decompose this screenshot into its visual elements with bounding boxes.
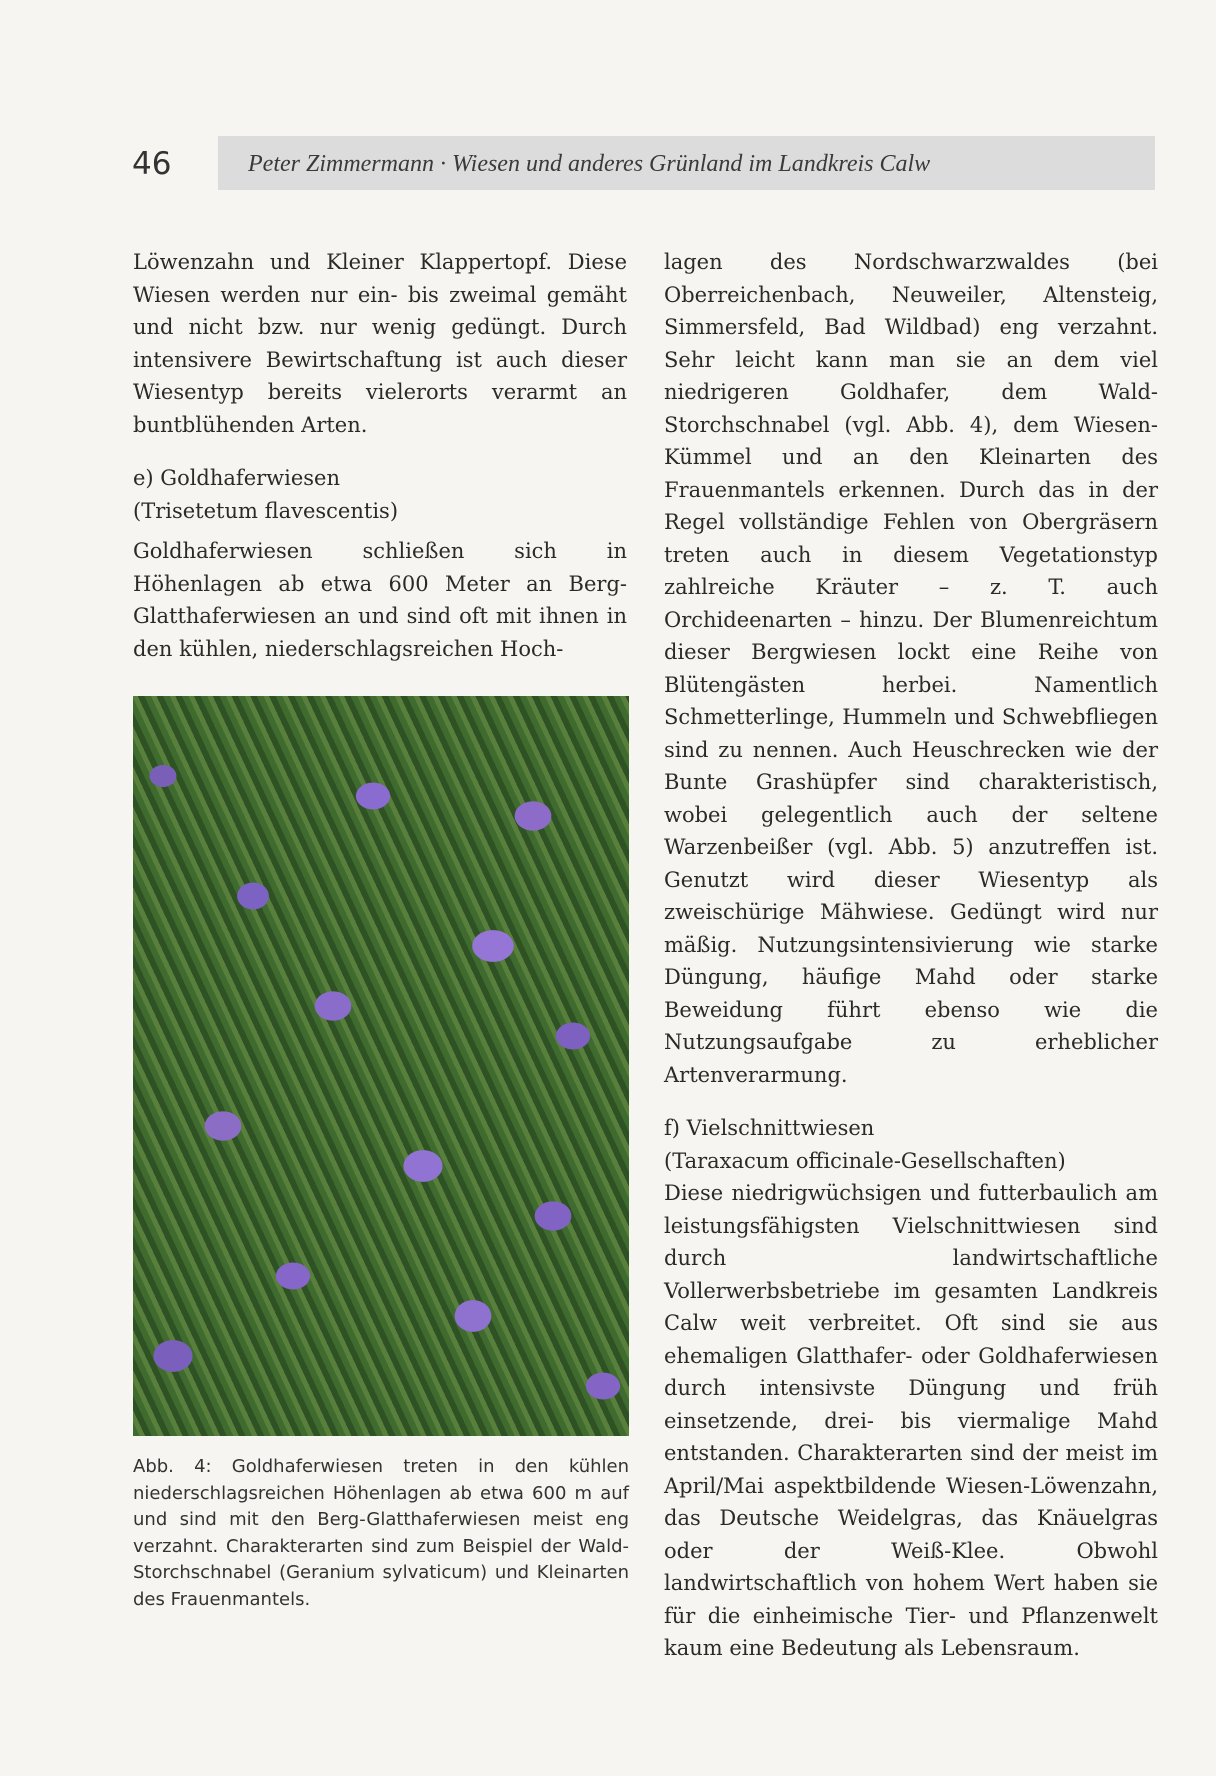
meadow-photo	[133, 696, 629, 1436]
section-f-paragraph: Diese niedrigwüchsigen und futterbaulich am leistungsfähigsten Vielschnittwiesen sind durch landwirtschaftliche Vollerwerbsbetriebe im gesamten Landkreis Calw weit verbreitet. Oft sind sie aus ehemaligen Glatthafer- oder Goldhaferwiesen durch intensivste Düngung und früh einsetzende, drei- bis viermalige Mahd entstanden. Charakterarten sind der meist im April/Mai aspektbildende Wiesen-Löwenzahn, das Deutsche Weidelgras, das Knäuelgras oder der Weiß-Klee. Obwohl landwirtschaftlich von hohem Wert haben sie für die einheimische Tier- und Pflanzenwelt kaum eine Bedeutung als Lebensraum.	[664, 1181, 1158, 1660]
left-column	[133, 246, 627, 665]
running-header-title: Peter Zimmermann · Wiesen und anderes Grünland im Landkreis Calw	[248, 151, 931, 177]
section-f-heading: f) Vielschnittwiesen	[664, 1116, 875, 1140]
page-number: 46	[132, 146, 172, 182]
section-e-heading: e) Goldhaferwiesen	[133, 466, 341, 490]
section-e-subheading: (Trisetetum flavescentis)	[133, 498, 399, 523]
right-column	[664, 246, 1158, 1665]
figure-caption: Abb. 4: Goldhaferwiesen treten in den kühlen niederschlagsreichen Höhenlagen ab etwa 600 m auf und sind mit den Berg-Glatthaferwiesen meist eng verzahnt. Charakterarten sind zum Beispiel der Wald-Storchschnabel (Geranium sylvaticum) und Kleinarten des Frauenmantels.	[133, 1456, 629, 1610]
section-f-subheading: (Taraxacum officinale-Gesellschaften)	[664, 1148, 1066, 1173]
intro-paragraph: Löwenzahn und Kleiner Klappertopf. Diese Wiesen werden nur ein- bis zweimal gemäht und nicht bzw. nur wenig gedüngt. Durch intensivere Bewirtschaftung ist auch dieser Wiesentyp bereits vielerorts verarmt an buntblühenden Arten.	[133, 250, 627, 437]
continuation-paragraph: lagen des Nordschwarzwaldes (bei Oberreichenbach, Neuweiler, Altensteig, Simmersfeld, Bad Wildbad) eng verzahnt. Sehr leicht kann man sie an dem viel niedrigeren Goldhafer, dem Wald-Storchschnabel (vgl. Abb. 4), dem Wiesen-Kümmel und an den Kleinarten des Frauenmantels erkennen. Durch das in der Regel vollständige Fehlen von Obergräsern treten auch in diesem Vegetationstyp zahlreiche Kräuter – z. T. auch Orchideenarten – hinzu. Der Blumenreichtum dieser Bergwiesen lockt eine Reihe von Blütengästen herbei. Namentlich Schmetterlinge, Hummeln und Schwebfliegen sind zu nennen. Auch Heuschrecken wie der Bunte Grashüpfer sind charakteristisch, wobei gelegentlich auch der seltene Warzenbeißer (vgl. Abb. 5) anzutreffen ist. Genutzt wird dieser Wiesentyp als zweischürige Mähwiese. Gedüngt wird nur mäßig. Nutzungsintensivierung wie starke Düngung, häufige Mahd oder starke Beweidung führt ebenso wie die Nutzungsaufgabe zu erheblicher Artenverarmung.	[664, 250, 1158, 1087]
section-e-paragraph: Goldhaferwiesen schließen sich in Höhenlagen ab etwa 600 Meter an Berg-Glatthaferwiesen an und sind oft mit ihnen in den kühlen, niederschlagsreichen Hoch-	[133, 539, 627, 661]
